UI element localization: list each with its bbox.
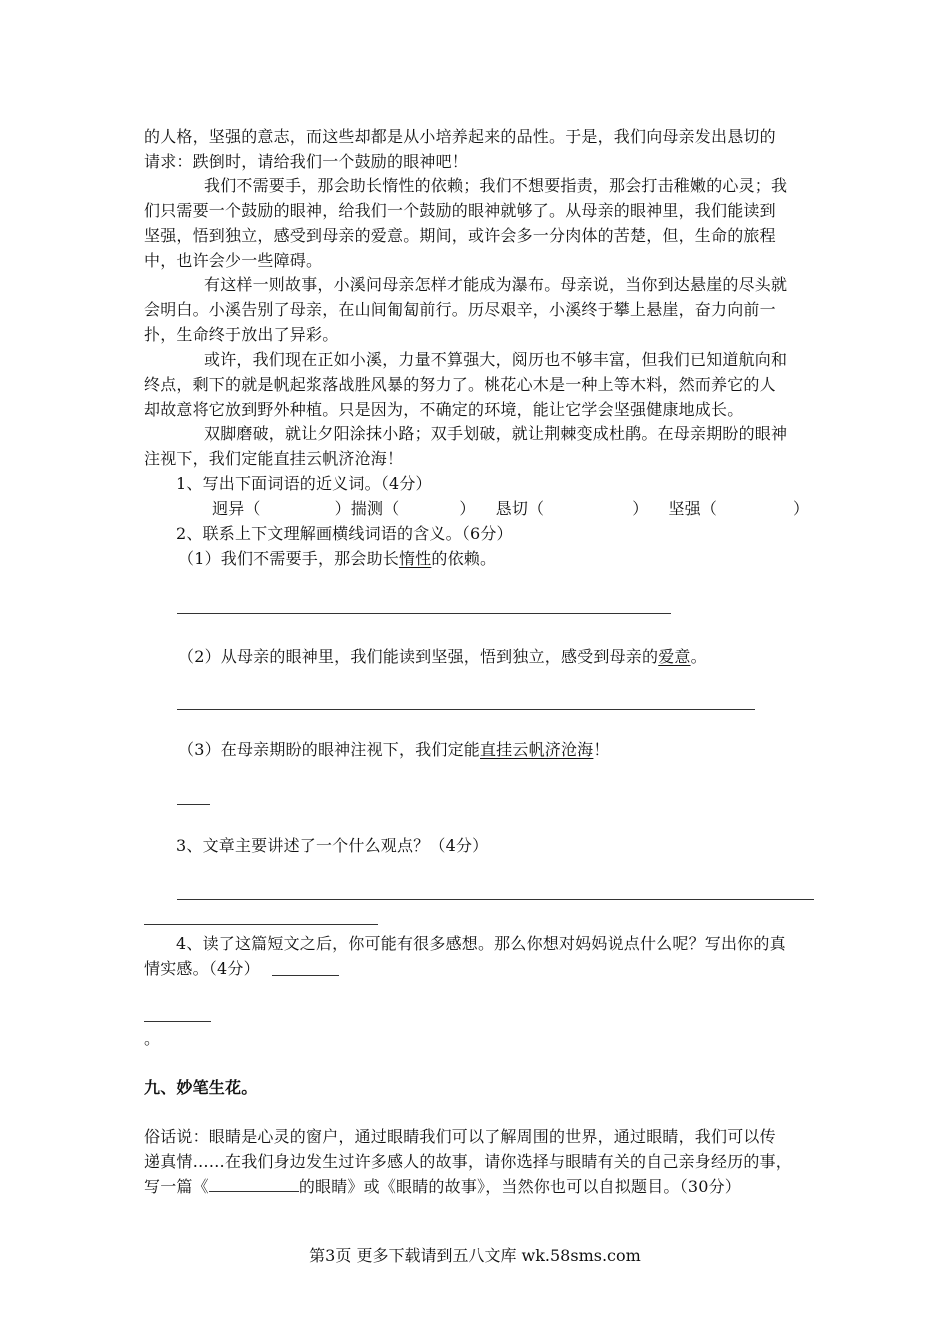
passage-line: 终点，剩下的就是帆起浆落战胜风暴的努力了。桃花心木是一种上等木料，然而养它的人 — [144, 375, 776, 394]
question-4: 4、读了这篇短文之后，你可能有很多感想。那么你想对妈妈说点什么呢？写出你的真 — [176, 934, 786, 953]
answer-line[interactable] — [177, 613, 671, 614]
period-mark: 。 — [144, 1029, 161, 1048]
passage-line: 注视下，我们定能直挂云帆济沧海！ — [144, 449, 404, 468]
section-9-line: 写一篇《 的眼睛》或《眼睛的故事》，当然你也可以自拟题目。（30分） — [144, 1177, 741, 1196]
q1-word-4: 恳切（ — [495, 499, 545, 518]
passage-line: 我们不需要手，那会助长惰性的依赖；我们不想要指责，那会打击稚嫩的心灵；我 — [204, 176, 788, 195]
underlined-term: 惰性 — [398, 549, 432, 568]
section-9-title: 九、妙笔生花。 — [144, 1078, 258, 1097]
passage-line: 扑，生命终于放出了异彩。 — [144, 325, 339, 344]
question-3: 3、文章主要讲述了一个什么观点？（4分） — [176, 836, 489, 855]
page-footer: 第3页 更多下载请到五八文库 wk.58sms.com — [309, 1246, 641, 1265]
question-4-line-2: 情实感。（4分） — [144, 959, 260, 978]
question-2: 2、联系上下文理解画横线词语的含义。（6分） — [176, 524, 513, 543]
passage-line: 请求：跌倒时，请给我们一个鼓励的眼神吧！ — [144, 152, 469, 171]
underlined-term: 直挂云帆济沧海 — [479, 740, 594, 759]
answer-line[interactable] — [272, 975, 339, 976]
passage-line: 们只需要一个鼓励的眼神，给我们一个鼓励的眼神就够了。从母亲的眼神里，我们能读到 — [144, 201, 776, 220]
answer-line[interactable] — [177, 899, 814, 900]
passage-line: 有这样一则故事，小溪问母亲怎样才能成为瀑布。母亲说，当你到达悬崖的尽头就 — [204, 275, 788, 294]
title-blank[interactable] — [209, 1175, 299, 1192]
q1-word-3: ） — [459, 499, 476, 518]
answer-line[interactable] — [144, 1021, 211, 1022]
passage-line: 的人格，坚强的意志，而这些却都是从小培养起来的品性。于是，我们向母亲发出恳切的 — [144, 127, 776, 146]
q1-word-5: ） — [632, 499, 649, 518]
passage-line: 中，也许会少一些障碍。 — [144, 251, 323, 270]
section-9-line: 递真情……在我们身边发生过许多感人的故事，请你选择与眼睛有关的自己亲身经历的事， — [144, 1152, 793, 1171]
section-9-line: 俗话说：眼睛是心灵的窗户，通过眼睛我们可以了解周围的世界，通过眼睛，我们可以传 — [144, 1127, 776, 1146]
answer-line[interactable] — [144, 924, 378, 925]
q1-word-6: 坚强（ — [668, 499, 718, 518]
passage-line: 会明白。小溪告别了母亲，在山间匍匐前行。历尽艰辛，小溪终于攀上悬崖，奋力向前一 — [144, 300, 776, 319]
question-2-1: （1）我们不需要手，那会助长惰性的依赖。 — [178, 549, 497, 568]
answer-line[interactable] — [177, 709, 755, 710]
passage-line: 却故意将它放到野外种植。只是因为，不确定的环境，能让它学会坚强健康地成长。 — [144, 400, 744, 419]
question-2-3: （3）在母亲期盼的眼神注视下，我们定能直挂云帆济沧海！ — [178, 740, 610, 759]
question-1: 1、写出下面词语的近义词。（4分） — [176, 474, 432, 493]
passage-line: 或许，我们现在正如小溪，力量不算强大，阅历也不够丰富，但我们已知道航向和 — [204, 350, 788, 369]
passage-line: 坚强，悟到独立，感受到母亲的爱意。期间，或许会多一分肉体的苦楚，但，生命的旅程 — [144, 226, 776, 245]
underlined-term: 爱意 — [658, 647, 691, 666]
q1-word-1: 迥异（ — [212, 499, 261, 518]
passage-line: 双脚磨破，就让夕阳涂抹小路；双手划破，就让荆棘变成杜鹃。在母亲期盼的眼神 — [204, 424, 788, 443]
question-1-words — [212, 497, 809, 521]
q1-word-2: ）揣测（ — [334, 499, 400, 518]
answer-line[interactable] — [177, 804, 210, 805]
question-2-2: （2）从母亲的眼神里，我们能读到坚强，悟到独立，感受到母亲的爱意。 — [178, 647, 707, 666]
q1-word-7: ） — [793, 499, 810, 518]
